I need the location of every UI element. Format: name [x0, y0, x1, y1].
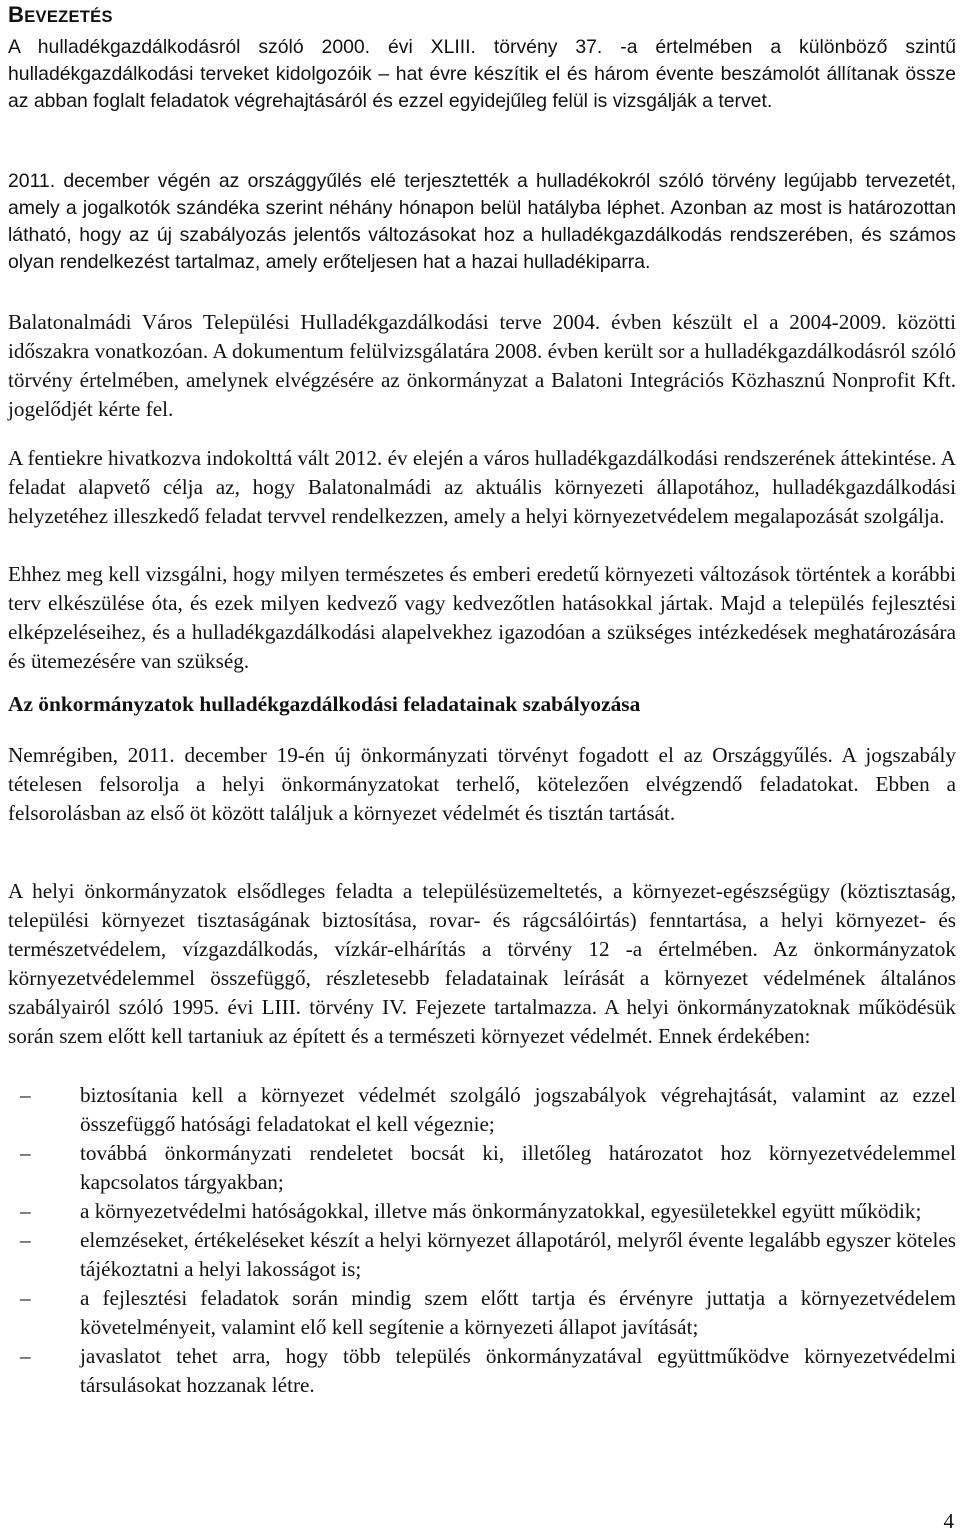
section-heading	[8, 2, 113, 28]
dash-bullet: –	[20, 1199, 31, 1223]
list-item-text: a fejlesztési feladatok során mindig szem előtt tartja és érvényre juttatja a környezetvédelem követelményeit, valamint elő kell segítenie a környezeti állapot javítását;	[80, 1286, 956, 1339]
list-item	[8, 1197, 956, 1226]
list-item-text: javaslatot tehet arra, hogy több település önkormányzatával együttműködve környezetvédelmi társulásokat hozzanak létre.	[80, 1344, 956, 1397]
list-item-text: elemzéseket, értékeléseket készít a helyi környezet állapotáról, melyről évente legalább egyszer köteles tájékoztatni a helyi lakosságot is;	[80, 1228, 956, 1281]
heading-initial: B	[8, 2, 25, 27]
paragraph-new-law-draft: 2011. december végén az országgyűlés elé terjesztették a hulladékokról szóló törvény legújabb tervezetét, amely a jogalkotók szándéka szerint néhány hónapon belül hatályba léphet. Azonban az most is határozottan látható, hogy az új szabályozás jelentős változásokat hoz a hulladékgazdálkodás rendszerében, és számos olyan rendelkezést tartalmaz, amely erőteljesen hat a hazai hulladékiparra.	[8, 170, 956, 273]
list-item	[8, 1226, 956, 1284]
paragraph-waste-law: A hulladékgazdálkodásról szóló 2000. évi XLIII. törvény 37. -a értelmében a különböző szintű hulladékgazdálkodási terveket kidolgozóik – hat évre készítik el és három évente beszámolót állítanak össze az abban foglalt feladatok végrehajtásáról és ezzel egyidejűleg felül is vizsgálják a tervet.	[8, 36, 956, 112]
page-number: 4	[943, 1509, 954, 1533]
list-item-text: továbbá önkormányzati rendeletet bocsát ki, illetőleg határozatot hoz környezetvédelemmel kapcsolatos tárgyakban;	[80, 1141, 956, 1194]
dash-bullet: –	[20, 1083, 31, 1107]
paragraph-municipal-duties: A helyi önkormányzatok elsődleges feladta a településüzemeltetés, a környezet-egészségügy (köztisztaság, települési környezet tisztaságának biztosítása, rovar- és rágcsálóirtás) fenntartása, a helyi környezet- és természetvédelem, vízgazdálkodás, vízkár-elhárítás a törvény 12 -a értelmében. Az önkormányzatok környezetvédelemmel összefüggő, részletesebb feladatainak leírását a környezet védelmének általános szabályairól szóló 1995. évi LIII. törvény IV. Fejezete tartalmazza. A helyi önkormányzatoknak működésük során szem előtt kell tartaniuk az épített és a természeti környezet védelmét. Ennek érdekében:	[8, 879, 956, 1048]
dash-bullet: –	[20, 1344, 31, 1368]
dash-bullet: –	[20, 1141, 31, 1165]
paragraph-municipal-law: Nemrégiben, 2011. december 19-én új önkormányzati törvényt fogadott el az Országgyűlés. A jogszabály tételesen felsorolja a helyi önkormányzatokat terhelő, kötelezően elvégzendő feladatokat. Ebben a felsorolásban az első öt között találjuk a környezet védelmét és tisztán tartását.	[8, 743, 956, 825]
paragraph-city-plan: Balatonalmádi Város Települési Hulladékgazdálkodási terve 2004. évben készült el a 2004-2009. közötti időszakra vonatkozóan. A dokumentum felülvizsgálatára 2008. évben került sor a hulladékgazdálkodásról szóló törvény értelmében, amelynek elvégzésére az önkormányzat a Balatoni Integrációs Közhasznú Nonprofit Kft. jogelődjét kérte fel.	[8, 310, 956, 421]
heading-rest: EVEZETÉS	[24, 8, 113, 26]
list-item	[8, 1342, 956, 1400]
list-item	[8, 1139, 956, 1197]
duties-list	[8, 1081, 956, 1400]
list-item-text: a környezetvédelmi hatóságokkal, illetve más önkormányzatokkal, egyesületekkel együtt működik;	[80, 1199, 922, 1223]
paragraph-changes: Ehhez meg kell vizsgálni, hogy milyen természetes és emberi eredetű környezeti változások történtek a korábbi terv elkészülése óta, és ezek milyen kedvező vagy kedvezőtlen hatásokkal jártak. Majd a település fejlesztési elképzeléseihez, és a hulladékgazdálkodási alapelvekhez igazodóan a szükséges intézkedések meghatározására és ütemezésére van szükség.	[8, 562, 956, 673]
list-item	[8, 1081, 956, 1139]
paragraph-review-goal: A fentiekre hivatkozva indokolttá vált 2012. év elején a város hulladékgazdálkodási rendszerének áttekintése. A feladat alapvető célja az, hogy Balatonalmádi az aktuális környezeti állapotához, hulladékgazdálkodási helyzetéhez illeszkedő feladat tervvel rendelkezzen, amely a helyi környezetvédelem megalapozását szolgálja.	[8, 446, 956, 528]
list-item	[8, 1284, 956, 1342]
dash-bullet: –	[20, 1286, 31, 1310]
dash-bullet: –	[20, 1228, 31, 1252]
list-item-text: biztosítania kell a környezet védelmét szolgáló jogszabályok végrehajtását, valamint az ezzel összefüggő hatósági feladatokat el kell végeznie;	[80, 1083, 956, 1136]
subheading: Az önkormányzatok hulladékgazdálkodási feladatainak szabályozása	[8, 692, 641, 716]
